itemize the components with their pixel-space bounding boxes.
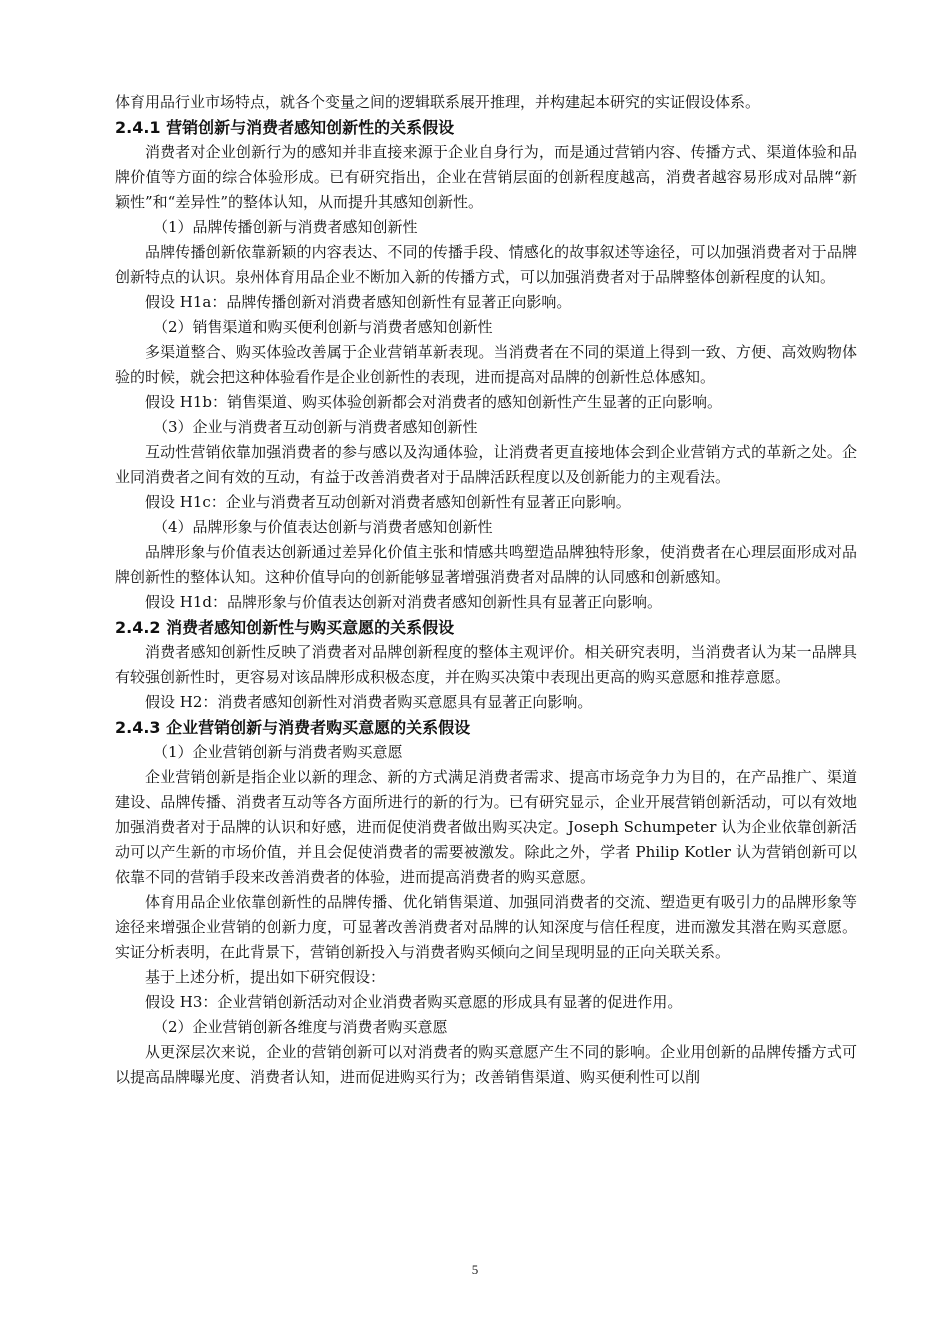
subsection-title: （1）企业营销创新与消费者购买意愿 (153, 743, 403, 761)
body-paragraph: 企业营销创新是指企业以新的理念、新的方式满足消费者需求、提高市场竞争力为目的，在产品推广、渠道建设、品牌传播、消费者互动等各方面所进行的新的行为。已有研究显示，企业开展营销创新活动，可以有效地加强消费者对于品牌的认识和好感，进而促使消费者做出购买决定。Joseph Schumpeter 认为企业依靠创新活动可以产生新的市场价值，并且会促使消费者的需要被激发。除此之外，学者 Philip Kotler 认为营销创新可以依靠不同的营销手段来改善消费者的体验，进而提高消费者的购买意愿。 (115, 768, 857, 886)
page-number: 5 (471, 1262, 479, 1277)
subsection-title: （2）销售渠道和购买便利创新与消费者感知创新性 (153, 318, 493, 336)
body-paragraph: 品牌传播创新依靠新颖的内容表达、不同的传播手段、情感化的故事叙述等途径，可以加强消费者对于品牌创新特点的认识。泉州体育用品企业不断加入新的传播方式，可以加强消费者对于品牌整体创新程度的认知。 (115, 243, 857, 286)
hypothesis-statement: 假设 H1d：品牌形象与价值表达创新对消费者感知创新性具有显著正向影响。 (145, 593, 662, 611)
hypothesis-statement: 假设 H1c：企业与消费者互动创新对消费者感知创新性有显著正向影响。 (145, 493, 631, 511)
section-heading: 2.4.1 营销创新与消费者感知创新性的关系假设 (115, 118, 455, 137)
body-paragraph: 从更深层次来说，企业的营销创新可以对消费者的购买意愿产生不同的影响。企业用创新的品牌传播方式可以提高品牌曝光度、消费者认知，进而促进购买行为；改善销售渠道、购买便利性可以削 (115, 1043, 857, 1086)
subsection-title: （1）品牌传播创新与消费者感知创新性 (153, 218, 418, 236)
section-heading: 2.4.3 企业营销创新与消费者购买意愿的关系假设 (115, 718, 471, 737)
hypothesis-statement: 假设 H1a：品牌传播创新对消费者感知创新性有显著正向影响。 (145, 293, 572, 311)
section-heading: 2.4.2 消费者感知创新性与购买意愿的关系假设 (115, 618, 455, 637)
body-paragraph: 互动性营销依靠加强消费者的参与感以及沟通体验，让消费者更直接地体会到企业营销方式的革新之处。企业同消费者之间有效的互动，有益于改善消费者对于品牌活跃程度以及创新能力的主观看法。 (115, 443, 857, 486)
body-paragraph: 消费者对企业创新行为的感知并非直接来源于企业自身行为，而是通过营销内容、传播方式、渠道体验和品牌价值等方面的综合体验形成。已有研究指出，企业在营销层面的创新程度越高，消费者越容易形成对品牌“新颖性”和“差异性”的整体认知，从而提升其感知创新性。 (115, 143, 857, 211)
subsection-title: （4）品牌形象与价值表达创新与消费者感知创新性 (153, 518, 493, 536)
body-paragraph: 基于上述分析，提出如下研究假设： (145, 968, 386, 986)
paper-body (115, 90, 857, 1090)
body-paragraph: 体育用品企业依靠创新性的品牌传播、优化销售渠道、加强同消费者的交流、塑造更有吸引力的品牌形象等途径来增强企业营销的创新力度，可显著改善消费者对品牌的认知深度与信任程度，进而激发其潜在购买意愿。实证分析表明，在此背景下，营销创新投入与消费者购买倾向之间呈现明显的正向关联关系。 (115, 893, 857, 961)
hypothesis-statement: 假设 H3：企业营销创新活动对企业消费者购买意愿的形成具有显著的促进作用。 (145, 993, 683, 1011)
hypothesis-statement: 假设 H2：消费者感知创新性对消费者购买意愿具有显著正向影响。 (145, 693, 593, 711)
body-paragraph: 多渠道整合、购买体验改善属于企业营销革新表现。当消费者在不同的渠道上得到一致、方便、高效购物体验的时候，就会把这种体验看作是企业创新性的表现，进而提高对品牌的创新性总体感知。 (115, 343, 857, 386)
hypothesis-statement: 假设 H1b：销售渠道、购买体验创新都会对消费者的感知创新性产生显著的正向影响。 (145, 393, 722, 411)
body-paragraph: 品牌形象与价值表达创新通过差异化价值主张和情感共鸣塑造品牌独特形象，使消费者在心理层面形成对品牌创新性的整体认知。这种价值导向的创新能够显著增强消费者对品牌的认同感和创新感知。 (115, 543, 857, 586)
body-paragraph: 消费者感知创新性反映了消费者对品牌创新程度的整体主观评价。相关研究表明，当消费者认为某一品牌具有较强创新性时，更容易对该品牌形成积极态度，并在购买决策中表现出更高的购买意愿和推荐意愿。 (115, 643, 857, 686)
subsection-title: （2）企业营销创新各维度与消费者购买意愿 (153, 1018, 448, 1036)
subsection-title: （3）企业与消费者互动创新与消费者感知创新性 (153, 418, 478, 436)
body-paragraph: 体育用品行业市场特点，就各个变量之间的逻辑联系展开推理，并构建起本研究的实证假设体系。 (115, 93, 761, 111)
